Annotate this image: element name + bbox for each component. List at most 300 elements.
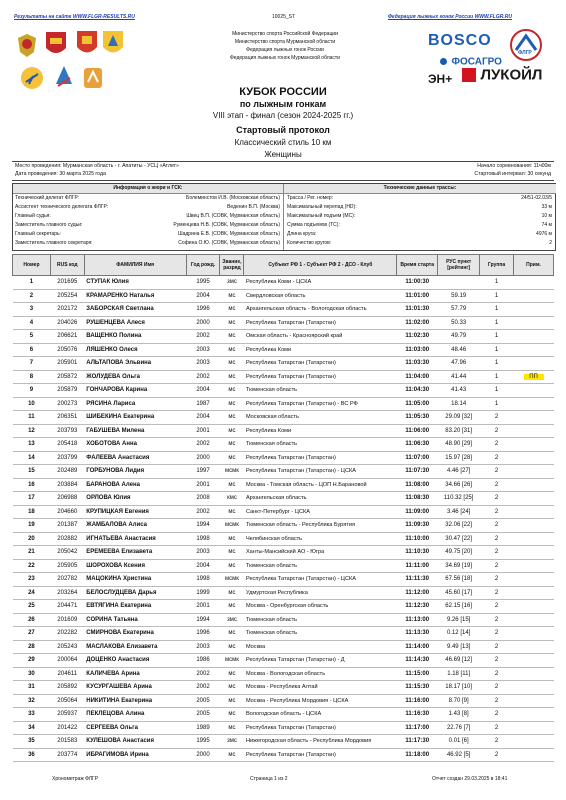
cell-code: 201609 xyxy=(50,613,84,627)
cell-group: 2 xyxy=(480,721,514,735)
cell-region: Омская область - Красноярский край xyxy=(244,330,397,344)
cell-code: 205901 xyxy=(50,357,84,371)
cell-group: 2 xyxy=(480,505,514,519)
cell-note xyxy=(514,370,554,384)
cell-rank: мс xyxy=(220,370,244,384)
event-start: Начало соревнования: 11ч00м xyxy=(477,163,551,169)
track-value: 10 м xyxy=(541,213,552,219)
cell-region: Республика Татарстан (Татарстан) xyxy=(244,370,397,384)
cell-time: 11:16:30 xyxy=(397,708,438,722)
cell-name: БЕЛОСЛУДЦЕВА Дарья xyxy=(84,586,186,600)
cell-num: 33 xyxy=(13,708,51,722)
cell-group: 2 xyxy=(480,681,514,695)
cell-year: 2008 xyxy=(186,492,220,506)
cell-num: 1 xyxy=(13,276,51,290)
cell-year: 2003 xyxy=(186,640,220,654)
table-row xyxy=(13,411,554,425)
cell-num: 10 xyxy=(13,397,51,411)
cell-rank: мс xyxy=(220,600,244,614)
cell-year: 2003 xyxy=(186,343,220,357)
page-title: КУБОК РОССИИ xyxy=(239,86,327,98)
cell-group: 2 xyxy=(480,424,514,438)
cell-num: 21 xyxy=(13,546,51,560)
cell-year: 2002 xyxy=(186,505,220,519)
ministry-line: Федерация лыжных гонок России xyxy=(246,47,324,53)
cell-group: 2 xyxy=(480,667,514,681)
cell-points: 110.32 [25] xyxy=(438,492,480,506)
table-row xyxy=(13,343,554,357)
cell-year: 2002 xyxy=(186,681,220,695)
cell-time: 11:15:00 xyxy=(397,667,438,681)
cell-year: 1998 xyxy=(186,532,220,546)
cell-num: 20 xyxy=(13,532,51,546)
cell-points xyxy=(438,276,480,290)
cell-points: 62.15 [16] xyxy=(438,600,480,614)
category-label: Женщины xyxy=(264,150,302,159)
cell-name: ЗАБОРСКАЯ Светлана xyxy=(84,303,186,317)
cell-num: 2 xyxy=(13,289,51,303)
cell-code: 202882 xyxy=(50,532,84,546)
table-row xyxy=(13,519,554,533)
cell-note xyxy=(514,627,554,641)
cell-time: 11:13:00 xyxy=(397,613,438,627)
cell-note xyxy=(514,438,554,452)
cell-group: 1 xyxy=(480,316,514,330)
jury-role: Заместитель главного секретаря: xyxy=(15,240,93,246)
cell-note xyxy=(514,384,554,398)
cell-note xyxy=(514,411,554,425)
cell-region: Челябинская область xyxy=(244,532,397,546)
col-header: Прим. xyxy=(514,255,554,276)
track-value: 24/51-02.03/5 xyxy=(521,195,552,201)
cell-num: 17 xyxy=(13,492,51,506)
cell-code: 200273 xyxy=(50,397,84,411)
track-heading: Технические данные трассы: xyxy=(283,184,556,194)
cell-note xyxy=(514,613,554,627)
cell-region: Республика Коми xyxy=(244,343,397,357)
cell-year: 2003 xyxy=(186,357,220,371)
cell-code: 204026 xyxy=(50,316,84,330)
cell-code: 205254 xyxy=(50,289,84,303)
cell-name: ОРЛОВА Юлия xyxy=(84,492,186,506)
cell-code: 205892 xyxy=(50,681,84,695)
cell-rank: змс xyxy=(220,276,244,290)
cell-name: ЛЯШЕНКО Олеся xyxy=(84,343,186,357)
cell-rank: мс xyxy=(220,397,244,411)
cell-code: 206988 xyxy=(50,492,84,506)
track-value: 2 xyxy=(549,240,552,246)
table-row xyxy=(13,600,554,614)
cell-note xyxy=(514,748,554,762)
cell-year: 2001 xyxy=(186,600,220,614)
col-header: RUS код xyxy=(50,255,84,276)
cell-year: 1996 xyxy=(186,627,220,641)
jury-name: Болеминстов И.В. (Московская область) xyxy=(186,195,280,201)
cell-note xyxy=(514,735,554,749)
cell-region: Московская область xyxy=(244,411,397,425)
cell-time: 11:18:00 xyxy=(397,748,438,762)
cell-time: 11:14:00 xyxy=(397,640,438,654)
table-row xyxy=(13,276,554,290)
cell-rank: мс xyxy=(220,721,244,735)
cell-code: 202782 xyxy=(50,573,84,587)
cell-points: 41.44 xyxy=(438,370,480,384)
cell-group: 1 xyxy=(480,370,514,384)
cell-note xyxy=(514,343,554,357)
cell-region: Ханты-Мансийский АО - Югра xyxy=(244,546,397,560)
table-row xyxy=(13,640,554,654)
cell-time: 11:07:30 xyxy=(397,465,438,479)
federation-site-link[interactable]: Федерация лыжных гонок России WWW.FLGR.RU xyxy=(388,14,512,20)
cell-region: Республика Коми - ЦСКА xyxy=(244,276,397,290)
cell-year: 2005 xyxy=(186,694,220,708)
table-row xyxy=(13,438,554,452)
stage-label: VIII этап - финал (сезон 2024-2025 гг.) xyxy=(212,111,354,120)
cell-code: 203884 xyxy=(50,478,84,492)
track-label: Длина круга: xyxy=(287,231,317,237)
cell-group: 2 xyxy=(480,748,514,762)
cell-group: 2 xyxy=(480,451,514,465)
cell-points: 9.26 [15] xyxy=(438,613,480,627)
cell-note xyxy=(514,451,554,465)
jury-name: Руменцева Н.В. (СОВК, Мурманская область) xyxy=(173,222,280,228)
jury-role: Технический делегат ФЛГР: xyxy=(15,195,80,201)
cell-name: ИГНАТЬЕВА Анастасия xyxy=(84,532,186,546)
lukoil-logo: ЛУКОЙЛ xyxy=(462,66,542,84)
cell-code: 203264 xyxy=(50,586,84,600)
cell-points: 59.19 xyxy=(438,289,480,303)
cell-num: 32 xyxy=(13,694,51,708)
cell-num: 23 xyxy=(13,573,51,587)
cell-region: Республика Татарстан (Татарстан) - ЦСКА xyxy=(244,573,397,587)
cell-note xyxy=(514,397,554,411)
cell-rank: мс xyxy=(220,546,244,560)
cell-rank: мс xyxy=(220,708,244,722)
cell-name: ЖОЛУДЕВА Ольга xyxy=(84,370,186,384)
jury-role: Ассистент технического делегата ФЛГР: xyxy=(15,204,109,210)
cell-rank: мс xyxy=(220,681,244,695)
cell-time: 11:12:00 xyxy=(397,586,438,600)
cell-rank: мс xyxy=(220,289,244,303)
cell-rank: мс xyxy=(220,303,244,317)
cell-rank: мсмк xyxy=(220,519,244,533)
cell-group: 1 xyxy=(480,343,514,357)
cell-time: 11:10:00 xyxy=(397,532,438,546)
table-row xyxy=(13,478,554,492)
footer-created: Отчет создан 29.03.2025 в 18:41 xyxy=(432,776,508,782)
cell-code: 205905 xyxy=(50,559,84,573)
cell-year: 2001 xyxy=(186,478,220,492)
cell-year: 2002 xyxy=(186,667,220,681)
cell-group: 2 xyxy=(480,411,514,425)
table-row xyxy=(13,654,554,668)
cell-group: 2 xyxy=(480,559,514,573)
table-row xyxy=(13,289,554,303)
cell-points: 0.01 [6] xyxy=(438,735,480,749)
cell-code: 205042 xyxy=(50,546,84,560)
cell-region: Республика Коми xyxy=(244,424,397,438)
cell-group: 2 xyxy=(480,708,514,722)
cell-region: Республика Татарстан (Татарстан) xyxy=(244,451,397,465)
cell-group: 2 xyxy=(480,694,514,708)
cell-note xyxy=(514,546,554,560)
cell-name: РУШЕНЦЕВА Алеся xyxy=(84,316,186,330)
cell-name: НИКИТИНА Екатерина xyxy=(84,694,186,708)
cell-note xyxy=(514,573,554,587)
cell-rank: мс xyxy=(220,424,244,438)
cell-note xyxy=(514,478,554,492)
cell-rank: мс xyxy=(220,505,244,519)
cell-time: 11:04:00 xyxy=(397,370,438,384)
cell-group: 1 xyxy=(480,289,514,303)
cell-code: 205879 xyxy=(50,384,84,398)
table-row xyxy=(13,559,554,573)
footer-page: Страница 1 из 2 xyxy=(250,776,288,782)
jury-heading: Информация о жюри и ГСК: xyxy=(13,184,283,194)
cell-time: 11:02:30 xyxy=(397,330,438,344)
cell-region: Москва - Оренбургская область xyxy=(244,600,397,614)
cell-points: 49.75 [20] xyxy=(438,546,480,560)
cell-name: КАЛИЧЕВА Арина xyxy=(84,667,186,681)
cell-group: 2 xyxy=(480,519,514,533)
table-row xyxy=(13,384,554,398)
russia-emblem-logo xyxy=(16,32,38,58)
table-row xyxy=(13,370,554,384)
table-row xyxy=(13,532,554,546)
jury-role: Главный судья: xyxy=(15,213,51,219)
table-row xyxy=(13,451,554,465)
jury-role: Заместитель главного судьи: xyxy=(15,222,83,228)
cell-note xyxy=(514,289,554,303)
cell-num: 16 xyxy=(13,478,51,492)
cell-name: СЕРГЕЕВА Ольга xyxy=(84,721,186,735)
results-site-link[interactable]: Результаты на сайте WWW.FLGR-RESULTS.RU xyxy=(14,14,135,20)
cell-rank: мс xyxy=(220,627,244,641)
cell-region: Республика Татарстан (Татарстан) xyxy=(244,316,397,330)
cell-points: 45.60 [17] xyxy=(438,586,480,600)
cell-points: 9.49 [13] xyxy=(438,640,480,654)
cell-code: 204660 xyxy=(50,505,84,519)
cell-region: Москва - Томская область - ЦОП Н.Барановой xyxy=(244,478,397,492)
col-header: Субъект РФ 1 - Субъект РФ 2 - ДСО - Клуб xyxy=(244,255,397,276)
col-header: Номер xyxy=(13,255,51,276)
cell-year: 2004 xyxy=(186,559,220,573)
cell-year: 1994 xyxy=(186,613,220,627)
cell-points: 34.69 [19] xyxy=(438,559,480,573)
cell-num: 6 xyxy=(13,343,51,357)
event-info-row-2 xyxy=(12,171,554,181)
col-header: ФАМИЛИЯ Имя xyxy=(84,255,186,276)
track-value: 4976 м xyxy=(536,231,552,237)
cell-points: 30.47 [22] xyxy=(438,532,480,546)
cell-note xyxy=(514,532,554,546)
cell-num: 5 xyxy=(13,330,51,344)
cell-time: 11:11:30 xyxy=(397,573,438,587)
cell-code: 202172 xyxy=(50,303,84,317)
cell-code: 204611 xyxy=(50,667,84,681)
cell-note xyxy=(514,519,554,533)
cell-rank: мсмк xyxy=(220,465,244,479)
cell-group: 2 xyxy=(480,586,514,600)
cell-note xyxy=(514,330,554,344)
apatity-emblem-logo xyxy=(102,30,124,58)
cell-code: 205076 xyxy=(50,343,84,357)
cell-num: 34 xyxy=(13,721,51,735)
atlet-logo xyxy=(82,66,104,90)
cell-points: 18.14 xyxy=(438,397,480,411)
cell-code: 201387 xyxy=(50,519,84,533)
table-row xyxy=(13,681,554,695)
cell-name: ЖАМБАЛОВА Алиса xyxy=(84,519,186,533)
cell-region: Москва - Вологодская область xyxy=(244,667,397,681)
cell-name: ВАЩЕНКО Полина xyxy=(84,330,186,344)
cell-year: 1999 xyxy=(186,586,220,600)
cell-rank: мсмк xyxy=(220,654,244,668)
cell-time: 11:01:30 xyxy=(397,303,438,317)
cell-note xyxy=(514,721,554,735)
cell-num: 29 xyxy=(13,654,51,668)
cell-year: 2002 xyxy=(186,370,220,384)
cell-name: ШИБЕКИНА Екатерина xyxy=(84,411,186,425)
cell-num: 35 xyxy=(13,735,51,749)
start-list-table xyxy=(12,254,554,762)
bosco-logo: BOSCO xyxy=(428,32,492,49)
cell-time: 11:08:00 xyxy=(397,478,438,492)
cell-note xyxy=(514,640,554,654)
cell-rank: змс xyxy=(220,735,244,749)
track-value: 74 м xyxy=(541,222,552,228)
cell-points: 48.90 [29] xyxy=(438,438,480,452)
cell-num: 8 xyxy=(13,370,51,384)
track-label: Максимальный подъем (MC): xyxy=(287,213,356,219)
page-subtitle: по лыжным гонкам xyxy=(239,99,327,109)
cell-points: 1.43 [8] xyxy=(438,708,480,722)
event-date: Дата проведения: 30 марта 2025 года xyxy=(15,171,106,177)
cell-time: 11:14:30 xyxy=(397,654,438,668)
table-row xyxy=(13,748,554,762)
cell-code: 204471 xyxy=(50,600,84,614)
note-badge: ПП xyxy=(524,374,544,380)
cell-rank: змс xyxy=(220,613,244,627)
cell-name: ГАБУШЕВА Милена xyxy=(84,424,186,438)
cell-num: 9 xyxy=(13,384,51,398)
cell-region: Удмуртская Республика xyxy=(244,586,397,600)
table-row xyxy=(13,303,554,317)
cell-num: 3 xyxy=(13,303,51,317)
table-row xyxy=(13,546,554,560)
cell-time: 11:11:00 xyxy=(397,559,438,573)
cell-time: 11:05:30 xyxy=(397,411,438,425)
table-row xyxy=(13,573,554,587)
cell-points: 50.33 xyxy=(438,316,480,330)
table-row xyxy=(13,667,554,681)
cell-num: 27 xyxy=(13,627,51,641)
table-header-row xyxy=(13,255,554,276)
col-header: Звание, разряд xyxy=(220,255,244,276)
cell-year: 2002 xyxy=(186,438,220,452)
cell-num: 11 xyxy=(13,411,51,425)
cell-name: МАСЛАКОВА Елизавета xyxy=(84,640,186,654)
cell-time: 11:03:00 xyxy=(397,343,438,357)
cell-code: 205243 xyxy=(50,640,84,654)
cell-name: ЕРЕМЕЕВА Елизавета xyxy=(84,546,186,560)
cell-points: 29.09 [32] xyxy=(438,411,480,425)
cell-group: 1 xyxy=(480,276,514,290)
cell-points: 22.76 [7] xyxy=(438,721,480,735)
footer-timing: Хронометраж ФЛГР xyxy=(52,776,99,782)
event-info-row-1 xyxy=(12,161,554,171)
jury-name: Веденин В.П. (Москва) xyxy=(227,204,280,210)
cell-group: 2 xyxy=(480,465,514,479)
cell-group: 2 xyxy=(480,438,514,452)
cell-name: КРАМАРЕНКО Наталья xyxy=(84,289,186,303)
cell-code: 206351 xyxy=(50,411,84,425)
cell-region: Свердловская область xyxy=(244,289,397,303)
table-row xyxy=(13,694,554,708)
cell-points: 67.56 [18] xyxy=(438,573,480,587)
cell-time: 11:07:00 xyxy=(397,451,438,465)
cell-rank: мс xyxy=(220,330,244,344)
cell-year: 2003 xyxy=(186,546,220,560)
cell-name: ГОРБУНОВА Лидия xyxy=(84,465,186,479)
cell-note xyxy=(514,276,554,290)
cell-code: 200064 xyxy=(50,654,84,668)
cell-num: 12 xyxy=(13,424,51,438)
event-interval: Стартовый интервал: 30 секунд xyxy=(474,171,551,177)
cell-rank: мс xyxy=(220,384,244,398)
cell-time: 11:03:30 xyxy=(397,357,438,371)
cell-points: 46.92 [5] xyxy=(438,748,480,762)
cell-region: Вологодская область - ЦСКА xyxy=(244,708,397,722)
cell-name: ФАЛЕЕВА Анастасия xyxy=(84,451,186,465)
cell-region: Тюменская область xyxy=(244,627,397,641)
cell-code: 201422 xyxy=(50,721,84,735)
cell-year: 2001 xyxy=(186,424,220,438)
cell-name: СТУПАК Юлия xyxy=(84,276,186,290)
phosagro-logo: ФОСАГРО xyxy=(440,53,502,71)
cell-group: 2 xyxy=(480,546,514,560)
table-row xyxy=(13,505,554,519)
cell-name: КРУПИЦКАЯ Евгения xyxy=(84,505,186,519)
cell-region: Тюменская область - Республика Бурятия xyxy=(244,519,397,533)
cell-year: 2004 xyxy=(186,384,220,398)
cell-note xyxy=(514,559,554,573)
table-row xyxy=(13,735,554,749)
cell-num: 25 xyxy=(13,600,51,614)
ministry-line: Министерство спорта Мурманской области xyxy=(234,39,336,45)
murmansk-emblem-logo xyxy=(44,30,68,58)
event-place: Место проведения: Мурманская область - г. Апатиты - УСЦ «Атлет» xyxy=(15,163,179,169)
cell-num: 14 xyxy=(13,451,51,465)
track-label: Сумма подъемов (TC): xyxy=(287,222,340,228)
cell-rank: мс xyxy=(220,532,244,546)
cell-num: 31 xyxy=(13,681,51,695)
cell-region: Тюменская область xyxy=(244,559,397,573)
protocol-title: Стартовый протокол xyxy=(236,125,330,135)
cell-region: Тюменская область xyxy=(244,613,397,627)
cell-rank: мс xyxy=(220,438,244,452)
cell-year: 2000 xyxy=(186,451,220,465)
cell-region: Республика Татарстан (Татарстан) xyxy=(244,357,397,371)
cell-rank: мс xyxy=(220,559,244,573)
ministry-line: Министерство спорта Российской Федерации xyxy=(232,31,338,37)
cell-code: 203774 xyxy=(50,748,84,762)
cell-group: 2 xyxy=(480,492,514,506)
col-header: Год рожд. xyxy=(186,255,220,276)
table-row xyxy=(13,397,554,411)
cell-rank: мс xyxy=(220,411,244,425)
cell-time: 11:06:30 xyxy=(397,438,438,452)
